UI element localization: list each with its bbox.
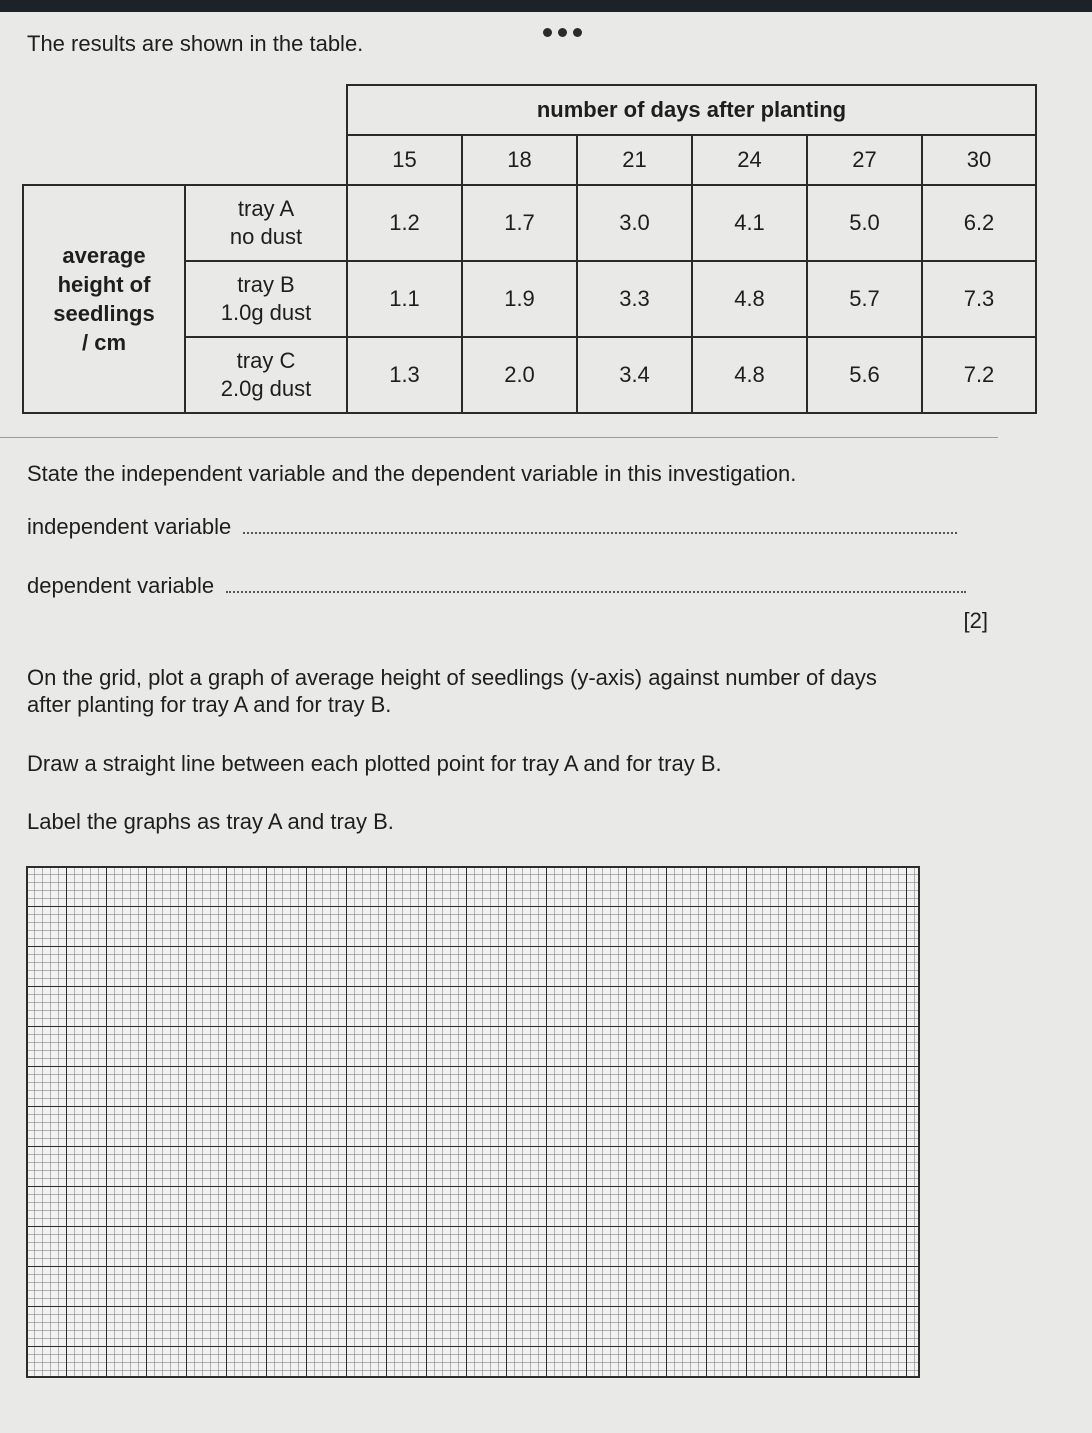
column-header: number of days after planting xyxy=(347,85,1036,135)
value-cell: 4.8 xyxy=(692,261,807,337)
graph-instruction-line-2: after planting for tray A and for tray B. xyxy=(27,692,392,717)
value-cell: 2.0 xyxy=(462,337,577,413)
row-header: average height of seedlings / cm xyxy=(23,185,185,413)
tray-label: tray B 1.0g dust xyxy=(185,261,347,337)
graph-grid-svg[interactable] xyxy=(26,866,920,1378)
value-cell: 3.3 xyxy=(577,261,692,337)
more-options-icon[interactable] xyxy=(543,28,582,37)
value-cell: 7.2 xyxy=(922,337,1036,413)
day-cell: 30 xyxy=(922,135,1036,185)
value-cell: 1.2 xyxy=(347,185,462,261)
value-cell: 6.2 xyxy=(922,185,1036,261)
results-table xyxy=(22,84,1037,414)
marks-label: [2] xyxy=(963,608,988,633)
section-divider xyxy=(0,437,998,438)
value-cell: 1.3 xyxy=(347,337,462,413)
day-cell: 21 xyxy=(577,135,692,185)
independent-variable-label: independent variable xyxy=(27,514,232,539)
line-instruction: Draw a straight line between each plotted point for tray A and for tray B. xyxy=(27,751,722,776)
value-cell: 3.0 xyxy=(577,185,692,261)
independent-variable-answer[interactable] xyxy=(27,514,957,540)
table-row xyxy=(23,185,1036,261)
tray-label: tray C 2.0g dust xyxy=(185,337,347,413)
label-instruction: Label the graphs as tray A and tray B. xyxy=(27,809,394,834)
value-cell: 4.1 xyxy=(692,185,807,261)
value-cell: 1.9 xyxy=(462,261,577,337)
dependent-variable-answer[interactable] xyxy=(27,573,966,599)
tray-label: tray A no dust xyxy=(185,185,347,261)
day-cell: 27 xyxy=(807,135,922,185)
value-cell: 3.4 xyxy=(577,337,692,413)
day-cell: 24 xyxy=(692,135,807,185)
answer-line[interactable] xyxy=(226,575,966,593)
graph-instruction-line-1: On the grid, plot a graph of average height of seedlings (y-axis) against number of days xyxy=(27,665,877,690)
value-cell: 5.0 xyxy=(807,185,922,261)
value-cell: 1.7 xyxy=(462,185,577,261)
graph-grid[interactable] xyxy=(26,866,920,1378)
value-cell: 5.6 xyxy=(807,337,922,413)
day-cell: 18 xyxy=(462,135,577,185)
dependent-variable-label: dependent variable xyxy=(27,573,215,598)
value-cell: 1.1 xyxy=(347,261,462,337)
day-cell: 15 xyxy=(347,135,462,185)
value-cell: 7.3 xyxy=(922,261,1036,337)
intro-text: The results are shown in the table. xyxy=(27,31,364,56)
value-cell: 4.8 xyxy=(692,337,807,413)
top-bar xyxy=(0,0,1092,12)
value-cell: 5.7 xyxy=(807,261,922,337)
question-prompt: State the independent variable and the dependent variable in this investigation. xyxy=(27,461,797,486)
answer-line[interactable] xyxy=(243,516,957,534)
